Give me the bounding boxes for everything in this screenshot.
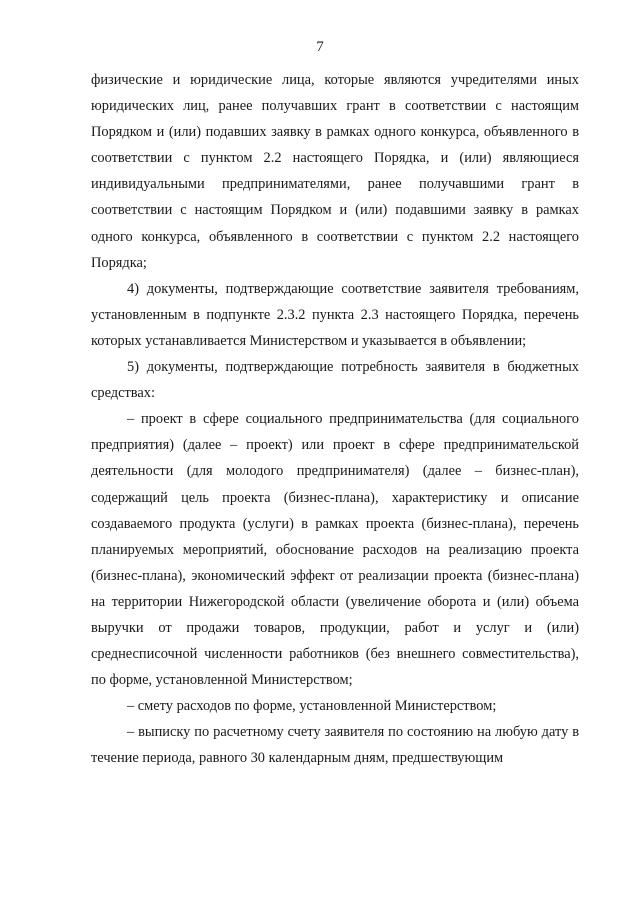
paragraph-item-4-documents: 4) документы, подтверждающие соответствие заявителя требованиям, установленным в подпункте 2.3.2 пункта 2.3 настоящего Порядка, перечень которых устанавливается Министерством и указывается в объявлении; [91,280,579,349]
paragraph-project-business-plan: – проект в сфере социального предпринимательства (для социального предприятия) (далее – проект) или проект в сфере предпринимательской деятельности (для молодого предпринимателя) (далее – бизнес-план), содержащий цель проекта (бизнес-плана), характеристику и описание создаваемого продукта (услуги) в рамках проекта (бизнес-плана), перечень планируемых мероприятий, обоснование расходов на реализацию проекта (бизнес-плана), экономический эффект от реализации проекта (бизнес-плана) на территории Нижегородской области (увеличение оборота и (или) объема выручки от продажи товаров, продукции, работ и услуг и (или) среднесписочной численности работников (без внешнего совместительства), по форме, установленной Министерством; [91,411,579,689]
paragraph-founders: физические и юридические лица, которые являются учредителями иных юридических лиц, ранее получавших грант в соответствии с настоящим Порядком и (или) подавших заявку в рамках одного конкурса, объявленного в соответствии с пунктом 2.2 настоящего Порядка, и (или) являющиеся индивидуальными предпринимателями, ранее получавшими грант в соответствии с настоящим Порядком и (или) подавшими заявку в рамках одного конкурса, объявленного в соответствии с пунктом 2.2 настоящего Порядка; [91,72,579,271]
paragraph-expense-estimate: – смету расходов по форме, установленной Министерством; [127,698,497,715]
paragraph-item-5-budget-need: 5) документы, подтверждающие потребность заявителя в бюджетных средствах: [91,359,579,402]
page-number: 7 [316,39,324,55]
body-text [91,67,579,772]
paragraph-bank-statement: – выписку по расчетному счету заявителя по состоянию на любую дату в течение периода, равного 30 календарным дням, предшествующим [91,724,579,767]
